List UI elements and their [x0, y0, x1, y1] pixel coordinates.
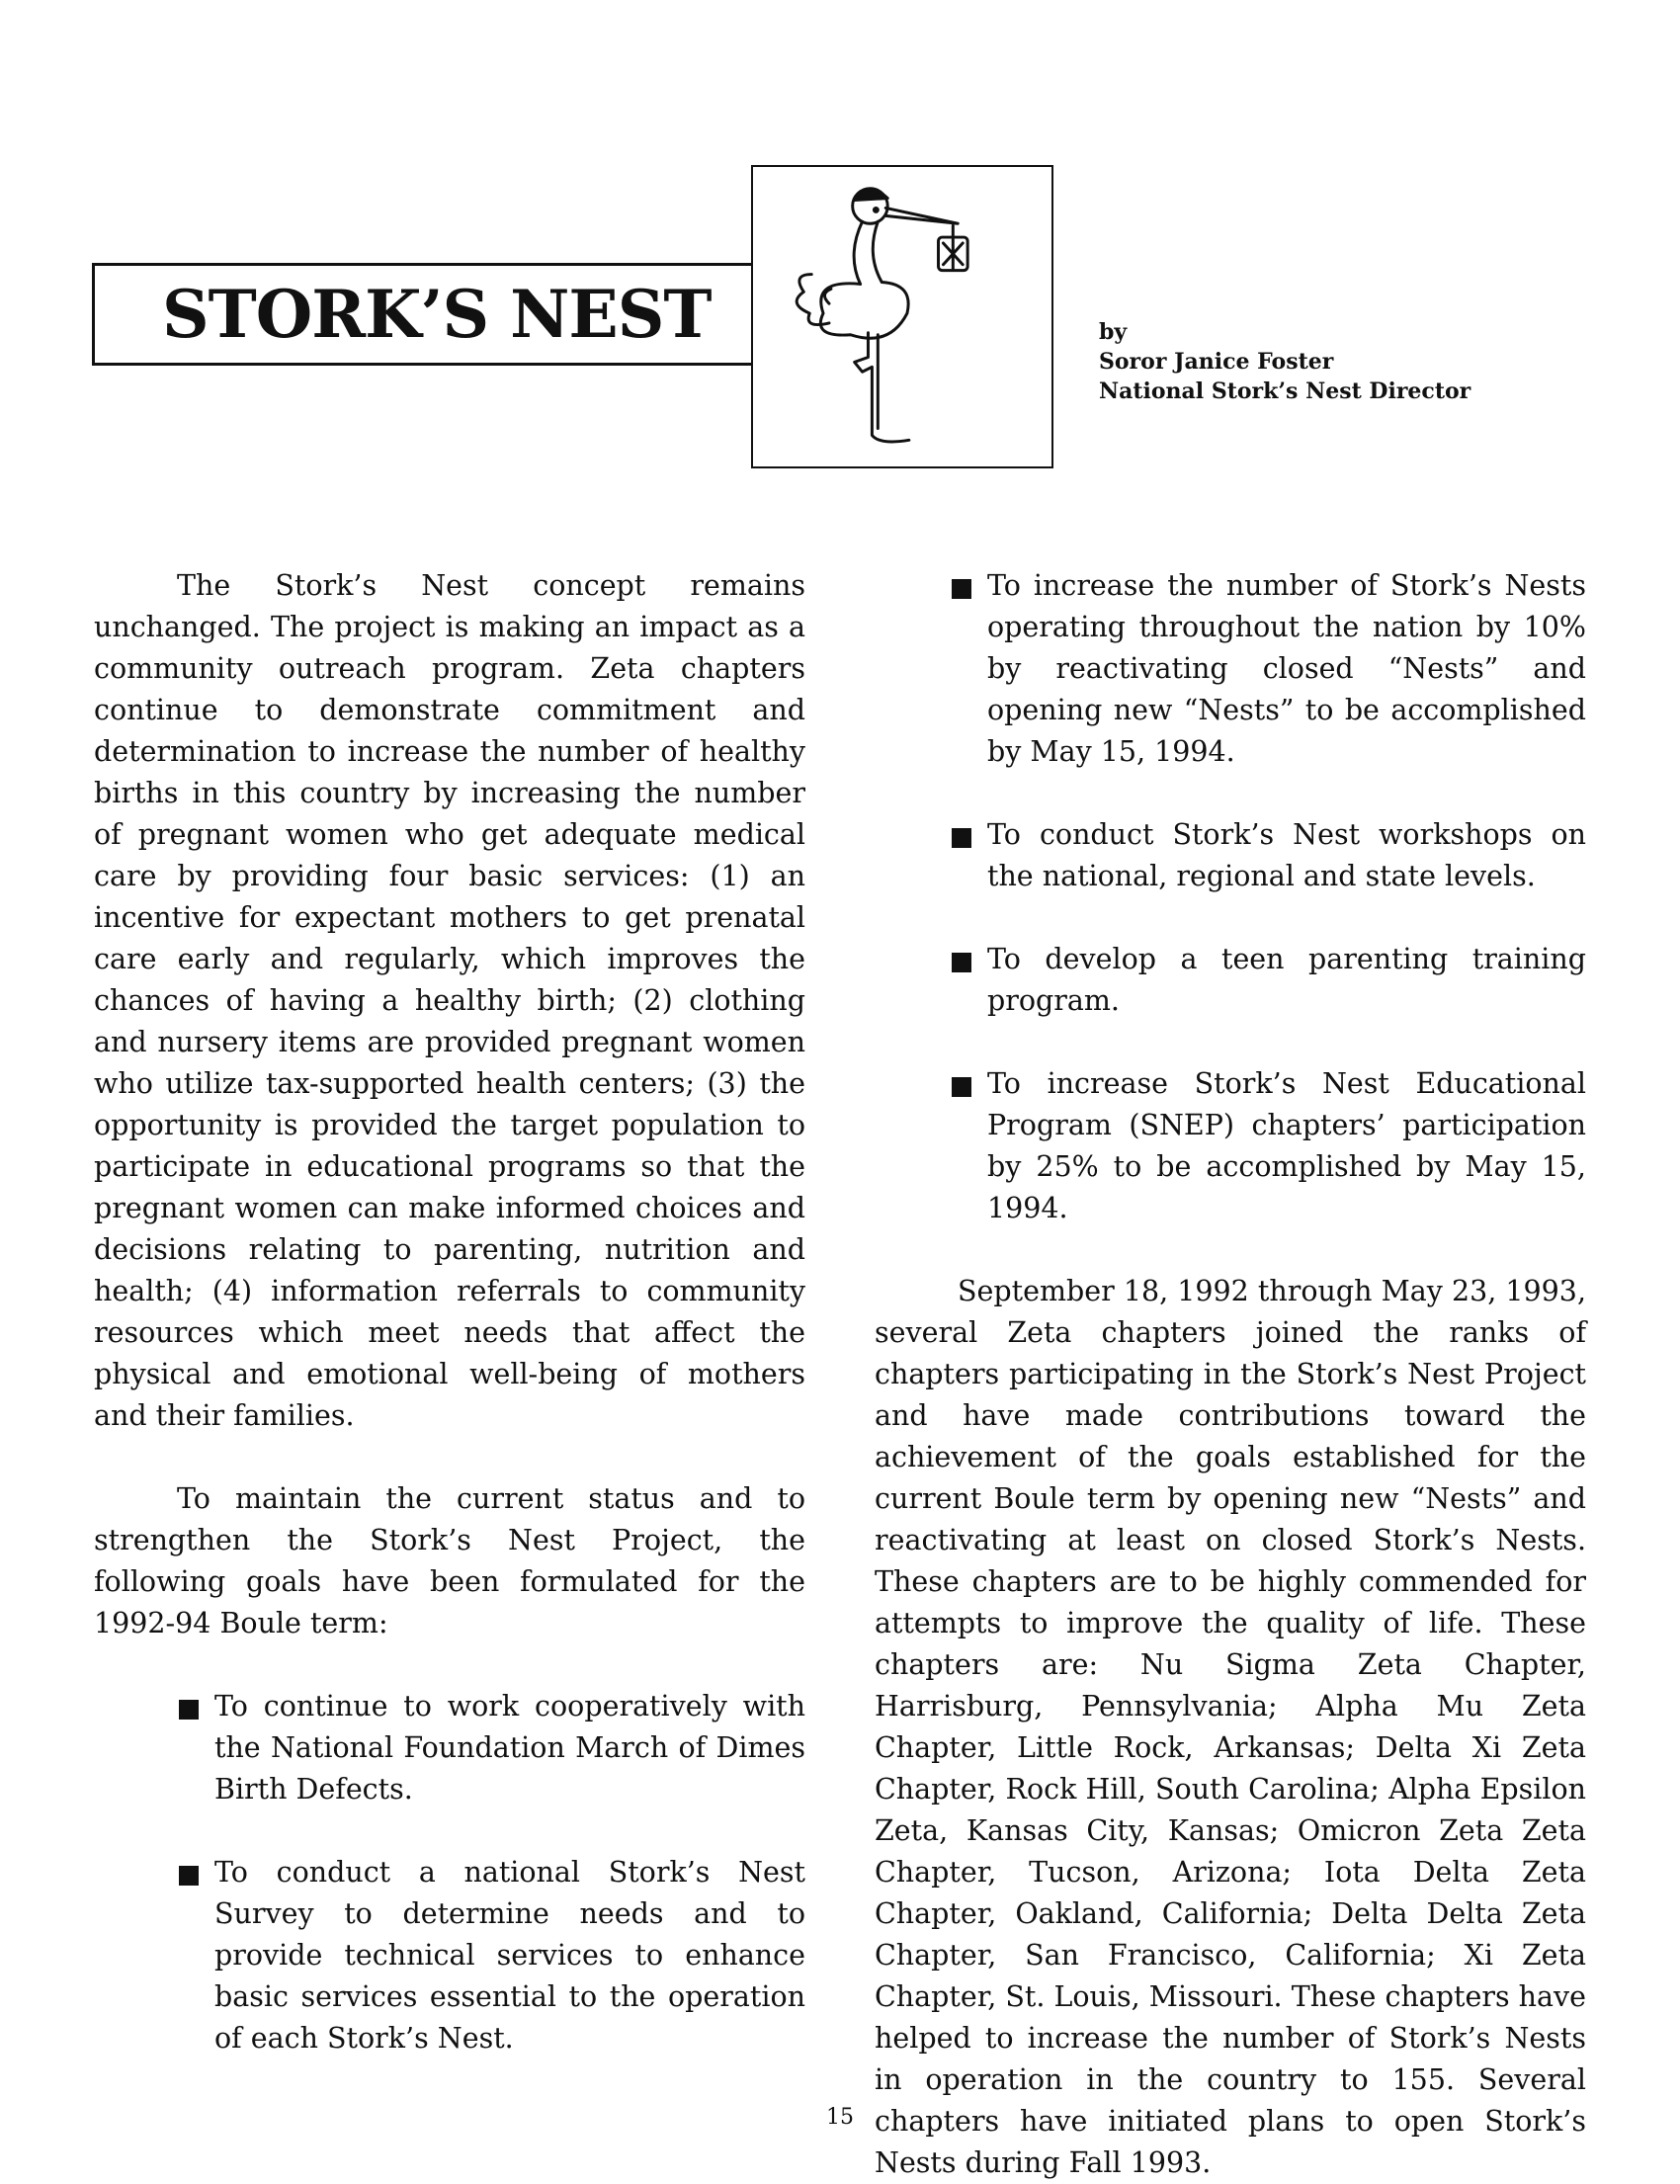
- bullet-square-icon: [179, 1866, 199, 1886]
- goal-item: [987, 565, 1586, 773]
- bullet-square-icon: [952, 828, 971, 848]
- left-column: [94, 565, 805, 2101]
- goal-text: To conduct a national Stork’s Nest Survey to determine needs and to provide technical services to enhance basic services essential to the operation of each Stork’s Nest.: [214, 1856, 805, 2055]
- goal-text: To increase Stork’s Nest Educational Program (SNEP) chapters’ participation by 25% to be accomplished by May 15, 1994.: [987, 1067, 1586, 1224]
- goal-item: [214, 1686, 805, 1810]
- goals-list-left: [214, 1686, 805, 2059]
- goals-intro-paragraph: To maintain the current status and to strengthen the Stork’s Nest Project, the following goals have been formulated for the 1992-94 Boule term:: [94, 1482, 805, 1639]
- goal-item: [987, 814, 1586, 897]
- byline-author: Soror Janice Foster: [1099, 349, 1334, 375]
- goal-text: To conduct Stork’s Nest workshops on the national, regional and state levels.: [987, 818, 1586, 892]
- goal-text: To develop a teen parenting training program.: [987, 943, 1586, 1017]
- goal-item: [987, 1063, 1586, 1229]
- byline-role: National Stork’s Nest Director: [1099, 378, 1471, 404]
- byline-by: by: [1099, 319, 1128, 345]
- bullet-square-icon: [952, 1077, 971, 1097]
- bullet-square-icon: [179, 1700, 199, 1720]
- stork-logo-frame: [751, 165, 1053, 468]
- goal-text: To increase the number of Stork’s Nests operating throughout the nation by 10% by reactivating closed “Nests” and opening new “Nests” to be accomplished by May 15, 1994.: [987, 569, 1586, 768]
- intro-paragraph: The Stork’s Nest concept remains unchanged. The project is making an impact as a community outreach program. Zeta chapters continue to demonstrate commitment and determination to increase the number of healthy births in this country by increasing the number of pregnant women who get adequate medical care by providing four basic services: (1) an incentive for expectant mothers to get prenatal care early and regularly, which improves the chances of having a healthy birth; (2) clothing and nursery items are provided pregnant women who utilize tax-supported health centers; (3) the opportunity is provided the target population to participate in educational programs so that the pregnant women can make informed choices and decisions relating to parenting, nutrition and health; (4) information referrals to community resources which meet needs that affect the physical and emotional well-being of mothers and their families.: [94, 569, 805, 1432]
- stork-logo-icon: [753, 167, 1051, 466]
- report-paragraph: September 18, 1992 through May 23, 1993, several Zeta chapters joined the ranks of chapters participating in the Stork’s Nest Project and have made contributions toward the achievement of the goals established for the current Boule term by opening new “Nests” and reactivating at least on closed Stork’s Nests. These chapters are to be highly commended for attempts to improve the quality of life. These chapters are: Nu Sigma Zeta Chapter, Harrisburg, Pennsylvania; Alpha Mu Zeta Chapter, Little Rock, Arkansas; Delta Xi Zeta Chapter, Rock Hill, South Carolina; Alpha Epsilon Zeta, Kansas City, Kansas; Omicron Zeta Zeta Chapter, Tucson, Arizona; Iota Delta Zeta Chapter, Oakland, California; Delta Delta Zeta Chapter, San Francisco, California; Xi Zeta Chapter, St. Louis, Missouri. These chapters have helped to increase the number of Stork’s Nests in operation in the country to 155. Several chapters have initiated plans to open Stork’s Nests during Fall 1993.: [875, 1275, 1586, 2179]
- byline: [1099, 317, 1470, 406]
- bullet-square-icon: [952, 579, 971, 599]
- goals-list-right: [987, 565, 1586, 1229]
- title-banner: [92, 263, 752, 366]
- goal-text: To continue to work cooperatively with the National Foundation March of Dimes Birth Defects.: [214, 1690, 805, 1806]
- goal-item: [214, 1852, 805, 2059]
- page-number: 15: [826, 2105, 854, 2130]
- bullet-square-icon: [952, 953, 971, 972]
- page-title: STORK’S NEST: [162, 276, 712, 353]
- right-column: [875, 565, 1586, 2184]
- goal-item: [987, 939, 1586, 1022]
